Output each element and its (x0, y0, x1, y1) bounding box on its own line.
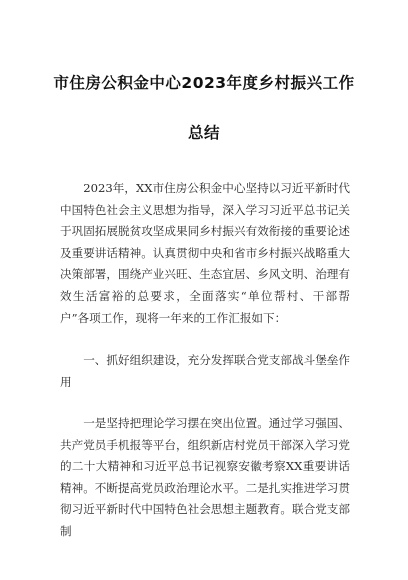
document-title: 市住房公积金中心2023年度乡村振兴工作 (53, 74, 355, 92)
body-paragraph: 一是坚持把理论学习摆在突出位置。通过学习强国、共产党员手机报等平台，组织新店村党员干部深入学习党的二十大精神和习近平总书记视察安徽考察XX重要讲话精神。不断提高党员政治理论水平。二是扎实推进学习贯彻习近平新时代中国特色社会思想主题教育。联合党支部制 (60, 416, 350, 538)
document-title-continued: 总结 (187, 124, 220, 142)
intro-paragraph: 2023年，XX市住房公积金中心坚持以习近平新时代中国特色社会主义思想为指导，深入学习习近平总书记关于巩固拓展脱贫攻坚成果同乡村振兴有效衔接的重要论述及重要讲话精神。认真贯彻中央和省市乡村振兴战略重大决策部署，围绕产业兴旺、生态宜居、乡风文明、治理有效生活富裕的总要求，全面落实“单位帮村、干部帮户”各项工作，现将一年来的工作汇报如下： (60, 181, 350, 325)
section-heading: 一、抓好组织建设，充分发挥联合党支部战斗堡垒作用 (60, 353, 350, 389)
